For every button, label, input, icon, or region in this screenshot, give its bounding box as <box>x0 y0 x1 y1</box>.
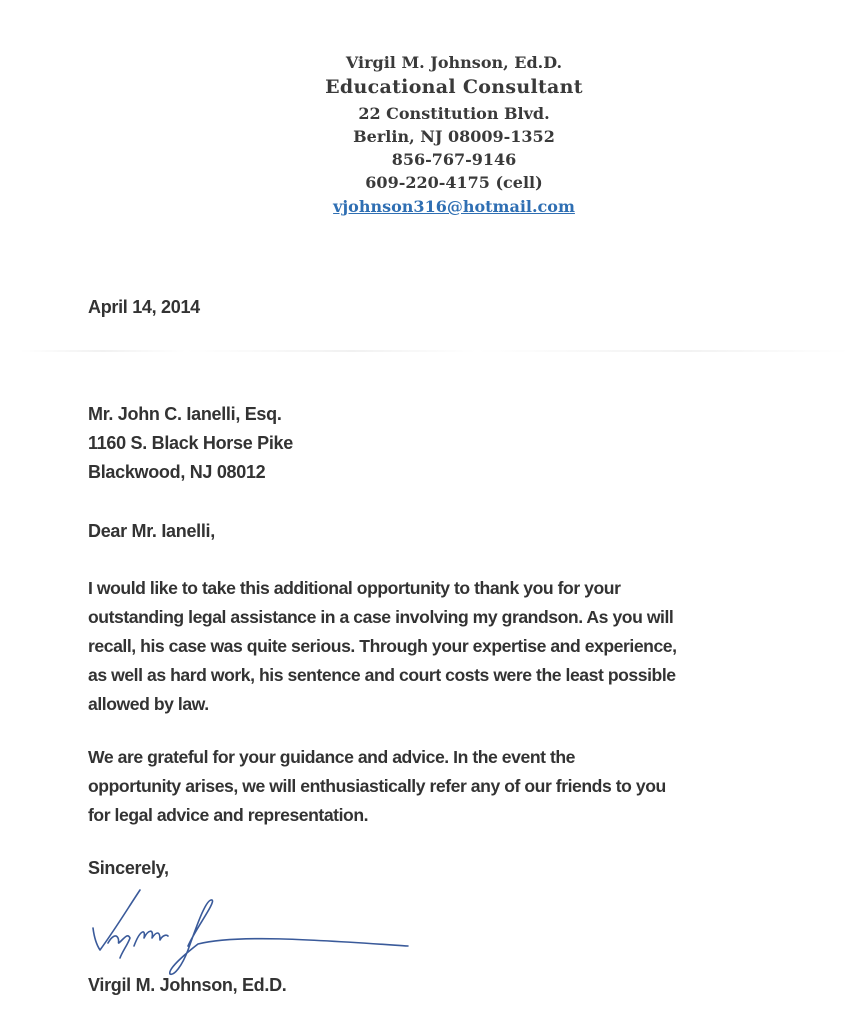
paragraph-line: outstanding legal assistance in a case involving my grandson. As you will <box>88 607 674 627</box>
letterhead-title: Educational Consultant <box>325 76 583 98</box>
letterhead-cell: 609-220-4175 (cell) <box>365 173 543 192</box>
body-paragraph-1 <box>88 574 828 719</box>
paragraph-line: as well as hard work, his sentence and court costs were the least possible <box>88 665 676 685</box>
paragraph-line: We are grateful for your guidance and advice. In the event the <box>88 747 576 767</box>
recipient-street: 1160 S. Black Horse Pike <box>88 433 293 453</box>
paragraph-line: allowed by law. <box>88 694 209 714</box>
paragraph-line: recall, his case was quite serious. Through your expertise and experience, <box>88 636 677 656</box>
paragraph-line: opportunity arises, we will enthusiastically refer any of our friends to you <box>88 776 666 796</box>
recipient-city: Blackwood, NJ 08012 <box>88 462 266 482</box>
letterhead-phone: 856-767-9146 <box>391 150 517 169</box>
handwritten-signature <box>88 888 428 978</box>
body-paragraph-2 <box>88 743 828 830</box>
closing: Sincerely, <box>88 858 169 878</box>
salutation: Dear Mr. Ianelli, <box>88 521 215 541</box>
scan-artifact-line <box>20 350 850 352</box>
letterhead-city: Berlin, NJ 08009-1352 <box>353 127 555 146</box>
paragraph-line: for legal advice and representation. <box>88 805 369 825</box>
letterhead-email-link[interactable]: vjohnson316@hotmail.com <box>333 197 575 216</box>
signer-name: Virgil M. Johnson, Ed.D. <box>88 975 287 995</box>
letterhead-name: Virgil M. Johnson, Ed.D. <box>345 53 563 72</box>
letter-date: April 14, 2014 <box>88 297 200 317</box>
paragraph-line: I would like to take this additional opportunity to thank you for your <box>88 578 621 598</box>
letterhead-street: 22 Constitution Blvd. <box>358 104 550 123</box>
recipient-name: Mr. John C. Ianelli, Esq. <box>88 404 282 424</box>
